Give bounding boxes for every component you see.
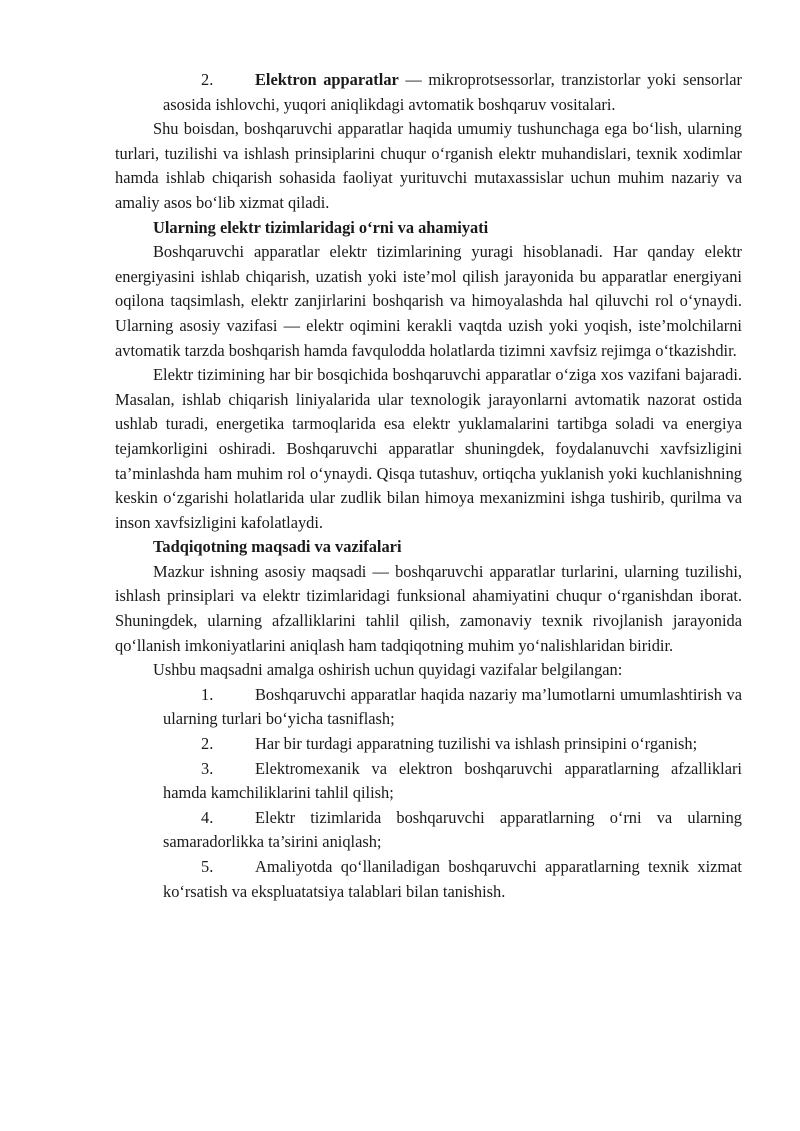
list-item-text: — mikroprotsessorlar, tranzistorlar yoki sensorlar asosida ishlovchi, yuqori aniqlikdagi avtomatik boshqaruv vositalari.	[163, 70, 742, 114]
task-text: Elektromexanik va elektron boshqaruvchi apparatlarning afzalliklari hamda kamchiliklarini tahlil qilish;	[163, 758, 742, 803]
section-heading-goals: Tadqiqotning maqsadi va vazifalari	[153, 537, 402, 557]
task-text: Elektr tizimlarida boshqaruvchi apparatlarning oʻrni va ularning samaradorlikka ta’sirini aniqlash;	[163, 807, 742, 852]
task-text: Har bir turdagi apparatning tuzilishi va ishlash prinsipini oʻrganish;	[255, 734, 698, 754]
text-column	[115, 68, 742, 904]
paragraph-role-2: Elektr tizimining har bir bosqichida boshqaruvchi apparatlar oʻziga xos vazifani bajaradi. Masalan, ishlab chiqarish liniyalarida ular texnologik jarayonlarni avtomatik nazorat ostida ushlab turadi, energetika tarmoqlarida esa elektr yuklamalarini tartibga soladi va energiya tejamkorligini oshiradi. Boshqaruvchi apparatlar shuningdek, foydalanuvchi xavfsizligini ta’minlashda ham muhim rol oʻynaydi. Qisqa tutashuv, ortiqcha yuklanish yoki kuchlanishning keskin oʻzgarishi holatlarida ular zudlik bilan himoya mexanizmini ishga tushirib, qurilma va inson xavfsizligini kafolatlaydi.	[115, 365, 742, 532]
task-item	[115, 683, 742, 732]
task-item	[115, 855, 742, 904]
paragraph-intro: Shu boisdan, boshqaruvchi apparatlar haqida umumiy tushunchaga ega boʻlish, ularning turlari, tuzilishi va ishlash prinsiplarini chuqur oʻrganish elektr muhandislari, texnik xodimlar hamda ishlab chiqarish sohasida faoliyat yurituvchi mutaxassislar uchun muhim nazariy va amaliy asos boʻlib xizmat qiladi.	[115, 119, 742, 212]
task-number: 2.	[201, 734, 214, 754]
list-item-electronic-apparatus	[115, 68, 742, 117]
list-number: 2.	[201, 70, 214, 89]
task-item	[115, 806, 742, 855]
task-number: 3.	[201, 758, 214, 778]
paragraph-tasks-intro: Ushbu maqsadni amalga oshirish uchun quyidagi vazifalar belgilangan:	[153, 660, 623, 680]
task-number: 4.	[201, 807, 214, 827]
section-heading-role: Ularning elektr tizimlaridagi oʻrni va ahamiyati	[153, 217, 489, 237]
paragraph-goals: Mazkur ishning asosiy maqsadi — boshqaruvchi apparatlar turlarini, ularning tuzilishi, ishlash prinsiplari va elektr tizimlaridagi funksional ahamiyatini chuqur oʻrganishdan iborat. Shuningdek, ularning afzalliklarini tahlil qilish, zamonaviy texnik rivojlanish jarayonida qoʻllanish imkoniyatlarini aniqlash ham tadqiqotning muhim yoʻnalishlaridan biridir.	[115, 561, 742, 655]
paragraph-role-1: Boshqaruvchi apparatlar elektr tizimlarining yuragi hisoblanadi. Har qanday elektr energiyasini ishlab chiqarish, uzatish yoki iste’mol qilish jarayonida bu apparatlar energiyani oqilona taqsimlash, elektr zanjirlarini boshqarish va himoyalashda hal qiluvchi rol oʻynaydi. Ularning asosiy vazifasi — elektr oqimini kerakli vaqtda uzish yoki yoqish, iste’molchilarni avtomatik tarzda boshqarish hamda favqulodda holatlarda tizimni xavfsiz rejimga oʻtkazishdir.	[115, 242, 742, 360]
task-item	[115, 757, 742, 806]
task-item	[115, 732, 742, 757]
term-bold: Elektron apparatlar	[255, 70, 399, 89]
task-number: 5.	[201, 857, 214, 876]
task-text: Boshqaruvchi apparatlar haqida nazariy ma’lumotlarni umumlashtirish va ularning turlari boʻyicha tasniflash;	[163, 684, 742, 729]
task-number: 1.	[201, 684, 214, 704]
task-text: Amaliyotda qoʻllaniladigan boshqaruvchi apparatlarning texnik xizmat koʻrsatish va ekspluatatsiya talablari bilan tanishish.	[163, 857, 742, 901]
